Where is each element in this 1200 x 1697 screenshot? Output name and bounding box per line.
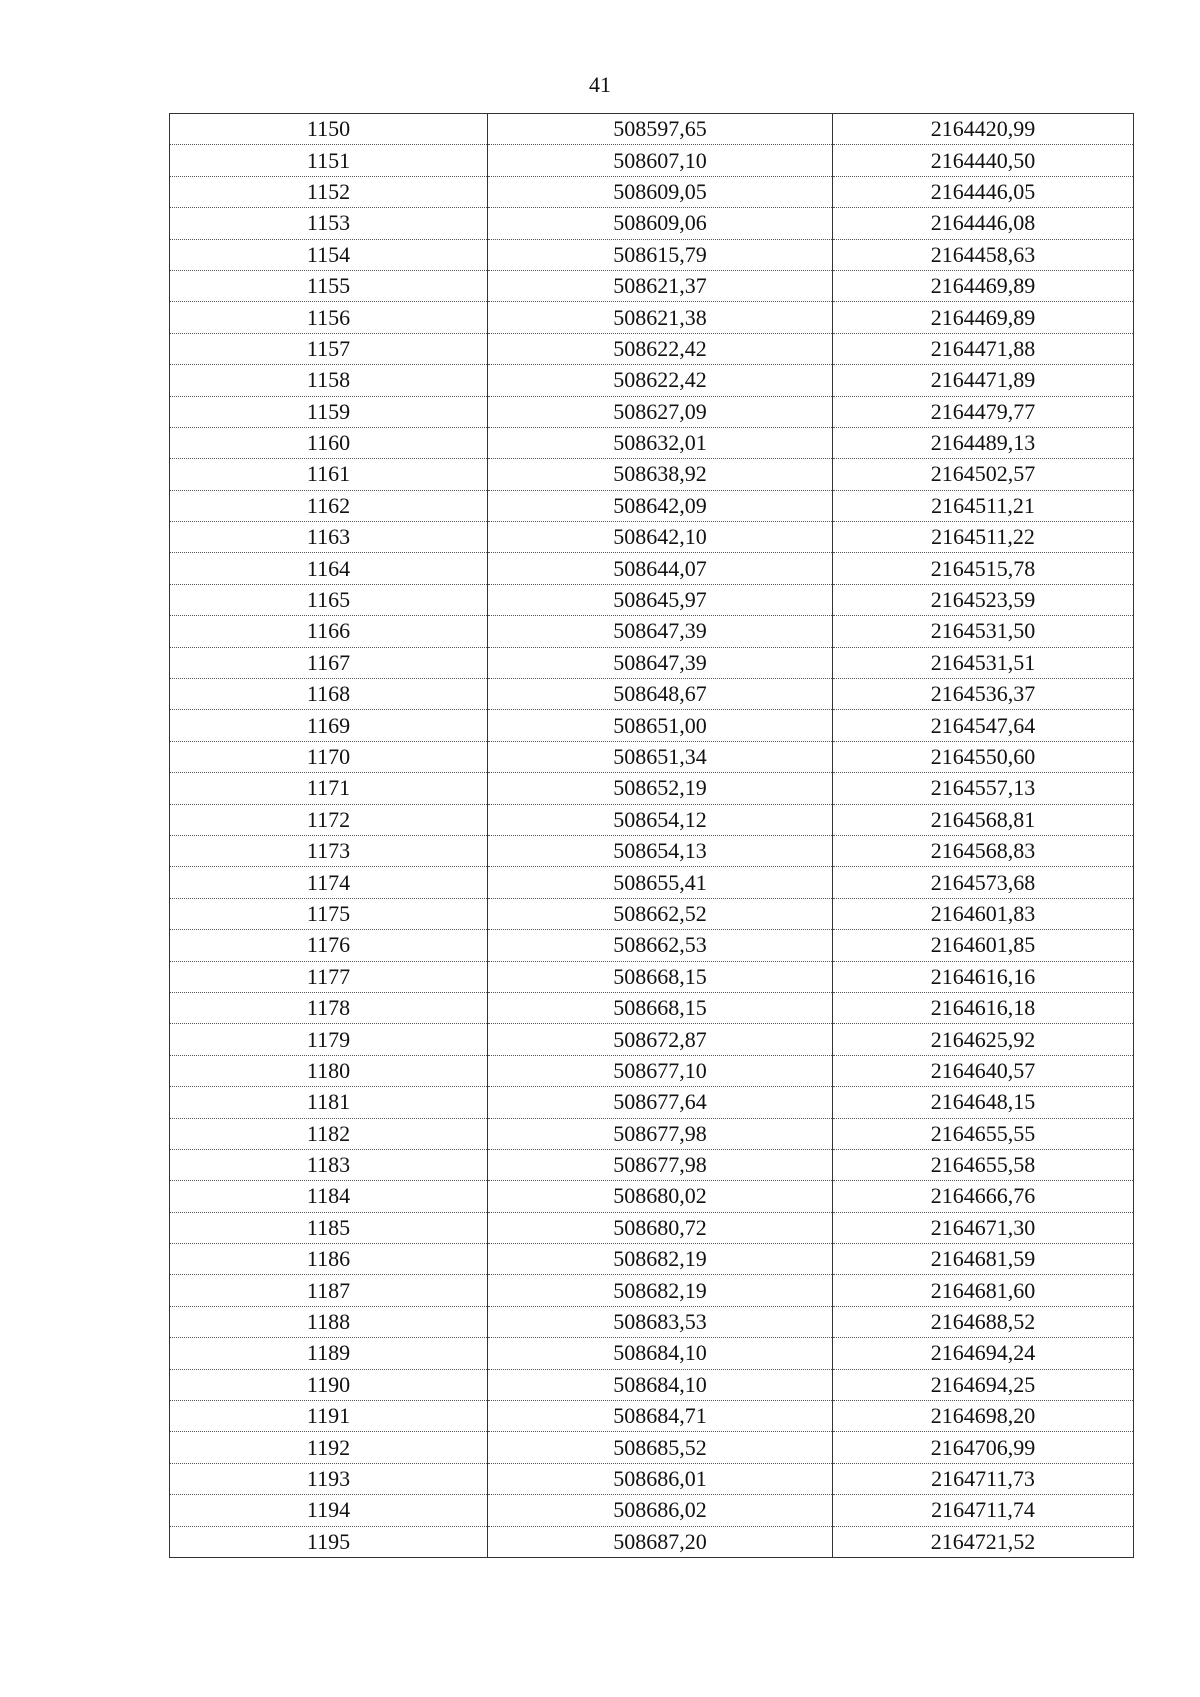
point-number-cell: 1184 (170, 1181, 488, 1212)
y-coordinate-cell: 2164655,55 (833, 1118, 1134, 1149)
y-coordinate-cell: 2164489,13 (833, 427, 1134, 458)
x-coordinate-cell: 508654,12 (488, 804, 833, 835)
point-number-cell: 1151 (170, 145, 488, 176)
x-coordinate-cell: 508682,19 (488, 1244, 833, 1275)
x-coordinate-cell: 508655,41 (488, 867, 833, 898)
coordinates-table (169, 113, 1134, 1558)
y-coordinate-cell: 2164523,59 (833, 584, 1134, 615)
x-coordinate-cell: 508647,39 (488, 616, 833, 647)
y-coordinate-cell: 2164625,92 (833, 1024, 1134, 1055)
point-number-cell: 1191 (170, 1401, 488, 1432)
y-coordinate-cell: 2164511,22 (833, 522, 1134, 553)
point-number-cell: 1154 (170, 239, 488, 270)
point-number-cell: 1180 (170, 1055, 488, 1086)
y-coordinate-cell: 2164711,74 (833, 1495, 1134, 1526)
point-number-cell: 1163 (170, 522, 488, 553)
table-row (170, 1087, 1134, 1118)
point-number-cell: 1194 (170, 1495, 488, 1526)
point-number-cell: 1150 (170, 114, 488, 145)
x-coordinate-cell: 508645,97 (488, 584, 833, 615)
y-coordinate-cell: 2164681,59 (833, 1244, 1134, 1275)
x-coordinate-cell: 508662,52 (488, 898, 833, 929)
table-row (170, 270, 1134, 301)
table-row (170, 616, 1134, 647)
x-coordinate-cell: 508677,10 (488, 1055, 833, 1086)
table-row (170, 679, 1134, 710)
table-row (170, 208, 1134, 239)
y-coordinate-cell: 2164446,05 (833, 176, 1134, 207)
x-coordinate-cell: 508642,10 (488, 522, 833, 553)
y-coordinate-cell: 2164550,60 (833, 741, 1134, 772)
table-row (170, 773, 1134, 804)
table-row (170, 365, 1134, 396)
table-row (170, 1118, 1134, 1149)
y-coordinate-cell: 2164640,57 (833, 1055, 1134, 1086)
x-coordinate-cell: 508621,37 (488, 270, 833, 301)
point-number-cell: 1186 (170, 1244, 488, 1275)
point-number-cell: 1172 (170, 804, 488, 835)
x-coordinate-cell: 508642,09 (488, 490, 833, 521)
y-coordinate-cell: 2164655,58 (833, 1149, 1134, 1180)
table-row (170, 459, 1134, 490)
x-coordinate-cell: 508686,02 (488, 1495, 833, 1526)
x-coordinate-cell: 508651,34 (488, 741, 833, 772)
y-coordinate-cell: 2164681,60 (833, 1275, 1134, 1306)
point-number-cell: 1169 (170, 710, 488, 741)
table-row (170, 1275, 1134, 1306)
point-number-cell: 1182 (170, 1118, 488, 1149)
point-number-cell: 1161 (170, 459, 488, 490)
table-row (170, 961, 1134, 992)
y-coordinate-cell: 2164706,99 (833, 1432, 1134, 1463)
point-number-cell: 1159 (170, 396, 488, 427)
point-number-cell: 1152 (170, 176, 488, 207)
point-number-cell: 1193 (170, 1463, 488, 1494)
y-coordinate-cell: 2164698,20 (833, 1401, 1134, 1432)
point-number-cell: 1190 (170, 1369, 488, 1400)
y-coordinate-cell: 2164694,24 (833, 1338, 1134, 1369)
x-coordinate-cell: 508609,05 (488, 176, 833, 207)
y-coordinate-cell: 2164479,77 (833, 396, 1134, 427)
y-coordinate-cell: 2164573,68 (833, 867, 1134, 898)
table-row (170, 1526, 1134, 1557)
x-coordinate-cell: 508627,09 (488, 396, 833, 427)
y-coordinate-cell: 2164616,16 (833, 961, 1134, 992)
point-number-cell: 1195 (170, 1526, 488, 1557)
table-row (170, 1401, 1134, 1432)
table-row (170, 1149, 1134, 1180)
point-number-cell: 1183 (170, 1149, 488, 1180)
y-coordinate-cell: 2164671,30 (833, 1212, 1134, 1243)
y-coordinate-cell: 2164531,50 (833, 616, 1134, 647)
x-coordinate-cell: 508632,01 (488, 427, 833, 458)
table-row (170, 333, 1134, 364)
point-number-cell: 1181 (170, 1087, 488, 1118)
table-row (170, 835, 1134, 866)
y-coordinate-cell: 2164440,50 (833, 145, 1134, 176)
y-coordinate-cell: 2164601,85 (833, 930, 1134, 961)
x-coordinate-cell: 508607,10 (488, 145, 833, 176)
x-coordinate-cell: 508684,10 (488, 1369, 833, 1400)
point-number-cell: 1158 (170, 365, 488, 396)
x-coordinate-cell: 508597,65 (488, 114, 833, 145)
y-coordinate-cell: 2164568,83 (833, 835, 1134, 866)
x-coordinate-cell: 508615,79 (488, 239, 833, 270)
x-coordinate-cell: 508651,00 (488, 710, 833, 741)
x-coordinate-cell: 508680,02 (488, 1181, 833, 1212)
table-row (170, 1055, 1134, 1086)
point-number-cell: 1177 (170, 961, 488, 992)
y-coordinate-cell: 2164502,57 (833, 459, 1134, 490)
x-coordinate-cell: 508662,53 (488, 930, 833, 961)
table-row (170, 992, 1134, 1023)
y-coordinate-cell: 2164547,64 (833, 710, 1134, 741)
y-coordinate-cell: 2164648,15 (833, 1087, 1134, 1118)
table-row (170, 898, 1134, 929)
table-row (170, 1369, 1134, 1400)
x-coordinate-cell: 508622,42 (488, 365, 833, 396)
x-coordinate-cell: 508677,64 (488, 1087, 833, 1118)
coordinates-table-body (170, 114, 1134, 1558)
point-number-cell: 1175 (170, 898, 488, 929)
x-coordinate-cell: 508622,42 (488, 333, 833, 364)
y-coordinate-cell: 2164557,13 (833, 773, 1134, 804)
y-coordinate-cell: 2164688,52 (833, 1306, 1134, 1337)
point-number-cell: 1167 (170, 647, 488, 678)
x-coordinate-cell: 508684,71 (488, 1401, 833, 1432)
table-row (170, 584, 1134, 615)
point-number-cell: 1174 (170, 867, 488, 898)
table-row (170, 396, 1134, 427)
y-coordinate-cell: 2164531,51 (833, 647, 1134, 678)
point-number-cell: 1164 (170, 553, 488, 584)
x-coordinate-cell: 508677,98 (488, 1118, 833, 1149)
table-row (170, 1463, 1134, 1494)
x-coordinate-cell: 508684,10 (488, 1338, 833, 1369)
point-number-cell: 1168 (170, 679, 488, 710)
table-row (170, 490, 1134, 521)
y-coordinate-cell: 2164721,52 (833, 1526, 1134, 1557)
point-number-cell: 1156 (170, 302, 488, 333)
table-row (170, 553, 1134, 584)
x-coordinate-cell: 508668,15 (488, 992, 833, 1023)
table-row (170, 1306, 1134, 1337)
table-row (170, 1338, 1134, 1369)
x-coordinate-cell: 508638,92 (488, 459, 833, 490)
x-coordinate-cell: 508677,98 (488, 1149, 833, 1180)
table-row (170, 1024, 1134, 1055)
point-number-cell: 1162 (170, 490, 488, 521)
point-number-cell: 1165 (170, 584, 488, 615)
point-number-cell: 1160 (170, 427, 488, 458)
x-coordinate-cell: 508644,07 (488, 553, 833, 584)
table-row (170, 647, 1134, 678)
y-coordinate-cell: 2164420,99 (833, 114, 1134, 145)
point-number-cell: 1173 (170, 835, 488, 866)
x-coordinate-cell: 508672,87 (488, 1024, 833, 1055)
point-number-cell: 1189 (170, 1338, 488, 1369)
x-coordinate-cell: 508648,67 (488, 679, 833, 710)
table-row (170, 1495, 1134, 1526)
y-coordinate-cell: 2164616,18 (833, 992, 1134, 1023)
table-row (170, 145, 1134, 176)
x-coordinate-cell: 508668,15 (488, 961, 833, 992)
y-coordinate-cell: 2164471,88 (833, 333, 1134, 364)
table-row (170, 867, 1134, 898)
point-number-cell: 1166 (170, 616, 488, 647)
x-coordinate-cell: 508654,13 (488, 835, 833, 866)
point-number-cell: 1192 (170, 1432, 488, 1463)
y-coordinate-cell: 2164694,25 (833, 1369, 1134, 1400)
y-coordinate-cell: 2164515,78 (833, 553, 1134, 584)
y-coordinate-cell: 2164511,21 (833, 490, 1134, 521)
table-row (170, 1181, 1134, 1212)
table-row (170, 114, 1134, 145)
table-row (170, 930, 1134, 961)
point-number-cell: 1178 (170, 992, 488, 1023)
point-number-cell: 1176 (170, 930, 488, 961)
table-row (170, 741, 1134, 772)
table-row (170, 522, 1134, 553)
x-coordinate-cell: 508609,06 (488, 208, 833, 239)
page-number: 41 (589, 72, 611, 97)
point-number-cell: 1157 (170, 333, 488, 364)
y-coordinate-cell: 2164711,73 (833, 1463, 1134, 1494)
table-row (170, 1212, 1134, 1243)
point-number-cell: 1188 (170, 1306, 488, 1337)
x-coordinate-cell: 508685,52 (488, 1432, 833, 1463)
point-number-cell: 1153 (170, 208, 488, 239)
y-coordinate-cell: 2164666,76 (833, 1181, 1134, 1212)
y-coordinate-cell: 2164568,81 (833, 804, 1134, 835)
x-coordinate-cell: 508687,20 (488, 1526, 833, 1557)
x-coordinate-cell: 508652,19 (488, 773, 833, 804)
point-number-cell: 1170 (170, 741, 488, 772)
table-row (170, 176, 1134, 207)
x-coordinate-cell: 508682,19 (488, 1275, 833, 1306)
y-coordinate-cell: 2164446,08 (833, 208, 1134, 239)
x-coordinate-cell: 508647,39 (488, 647, 833, 678)
x-coordinate-cell: 508621,38 (488, 302, 833, 333)
table-row (170, 239, 1134, 270)
table-row (170, 1432, 1134, 1463)
table-row (170, 1244, 1134, 1275)
x-coordinate-cell: 508686,01 (488, 1463, 833, 1494)
point-number-cell: 1171 (170, 773, 488, 804)
point-number-cell: 1179 (170, 1024, 488, 1055)
y-coordinate-cell: 2164458,63 (833, 239, 1134, 270)
y-coordinate-cell: 2164469,89 (833, 302, 1134, 333)
y-coordinate-cell: 2164601,83 (833, 898, 1134, 929)
table-row (170, 804, 1134, 835)
point-number-cell: 1155 (170, 270, 488, 301)
point-number-cell: 1187 (170, 1275, 488, 1306)
point-number-cell: 1185 (170, 1212, 488, 1243)
y-coordinate-cell: 2164471,89 (833, 365, 1134, 396)
x-coordinate-cell: 508680,72 (488, 1212, 833, 1243)
table-row (170, 427, 1134, 458)
table-row (170, 302, 1134, 333)
table-row (170, 710, 1134, 741)
y-coordinate-cell: 2164469,89 (833, 270, 1134, 301)
x-coordinate-cell: 508683,53 (488, 1306, 833, 1337)
y-coordinate-cell: 2164536,37 (833, 679, 1134, 710)
